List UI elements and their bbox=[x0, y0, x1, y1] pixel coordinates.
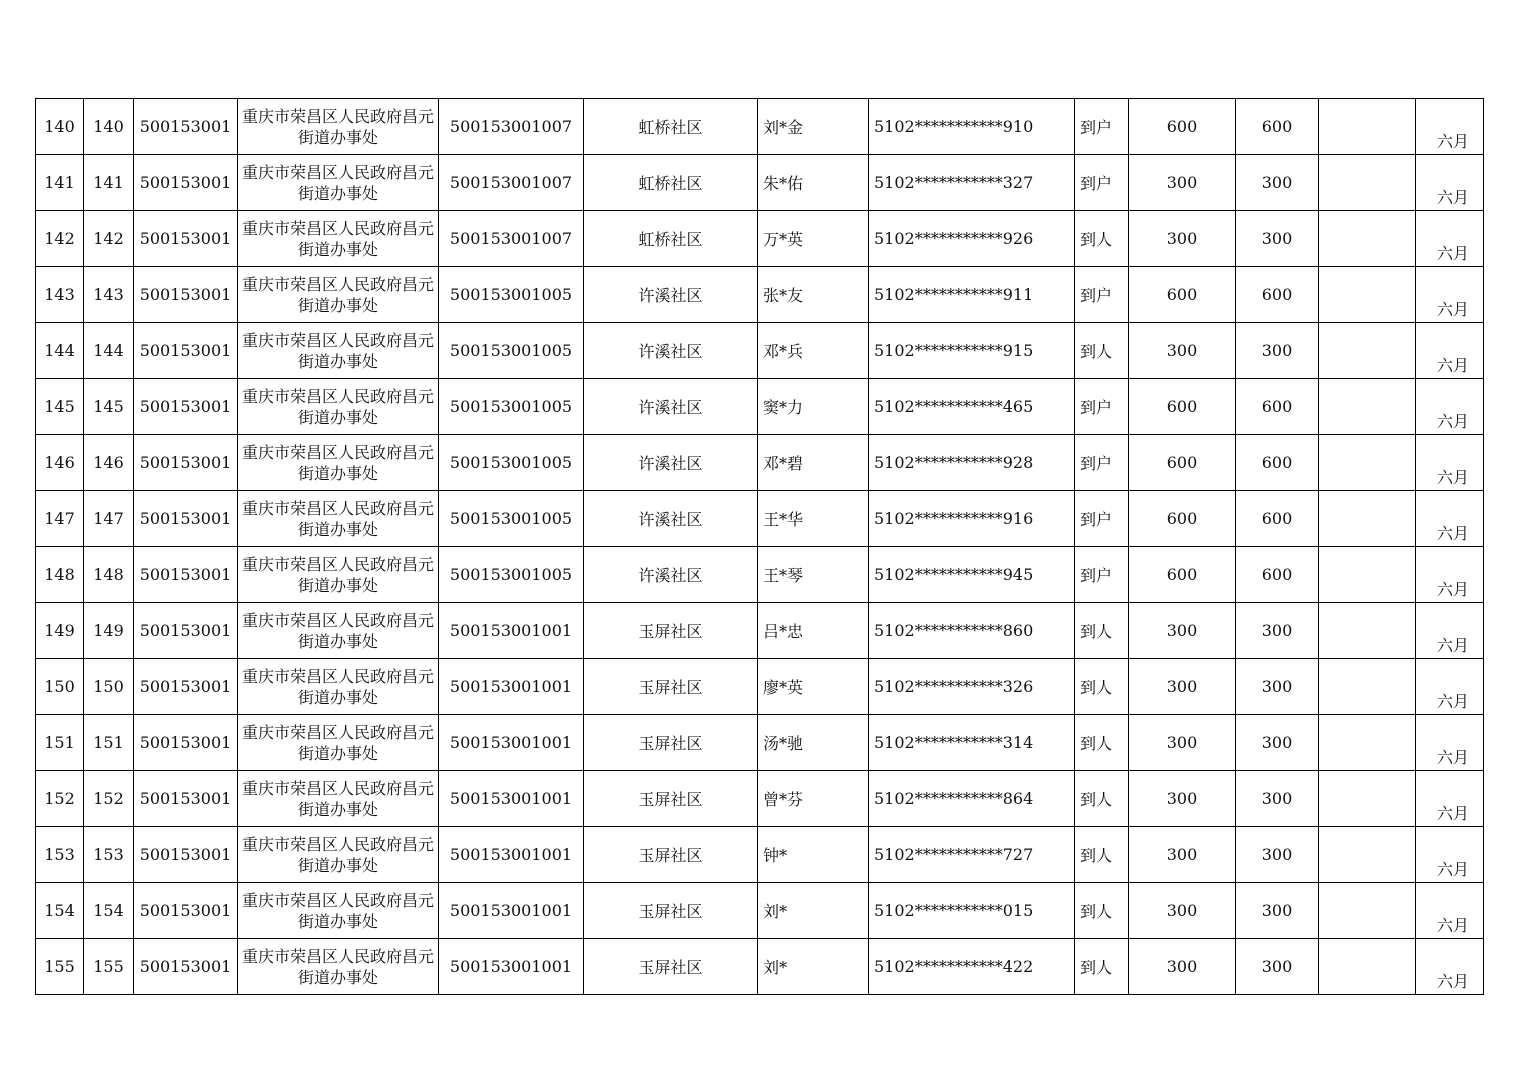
amount-cell: 600 bbox=[1129, 99, 1236, 155]
name-cell: 刘* bbox=[758, 883, 869, 939]
id-number-cell: 5102***********911 bbox=[869, 267, 1075, 323]
region-code-cell: 500153001 bbox=[134, 603, 238, 659]
amount-cell: 600 bbox=[1129, 379, 1236, 435]
community-cell: 玉屏社区 bbox=[584, 939, 758, 995]
number-cell: 150 bbox=[84, 659, 134, 715]
note-cell bbox=[1319, 939, 1416, 995]
month-cell: 六月 bbox=[1416, 939, 1484, 995]
type-cell: 到人 bbox=[1075, 715, 1129, 771]
id-number-cell: 5102***********916 bbox=[869, 491, 1075, 547]
seq-cell: 148 bbox=[36, 547, 84, 603]
type-cell: 到人 bbox=[1075, 659, 1129, 715]
community-cell: 许溪社区 bbox=[584, 435, 758, 491]
id-number-cell: 5102***********928 bbox=[869, 435, 1075, 491]
name-cell: 万*英 bbox=[758, 211, 869, 267]
number-cell: 140 bbox=[84, 99, 134, 155]
number-cell: 143 bbox=[84, 267, 134, 323]
type-cell: 到人 bbox=[1075, 827, 1129, 883]
month-cell: 六月 bbox=[1416, 435, 1484, 491]
month-cell: 六月 bbox=[1416, 323, 1484, 379]
name-cell: 吕*忠 bbox=[758, 603, 869, 659]
note-cell bbox=[1319, 491, 1416, 547]
id-number-cell: 5102***********727 bbox=[869, 827, 1075, 883]
amount-cell: 300 bbox=[1129, 659, 1236, 715]
number-cell: 149 bbox=[84, 603, 134, 659]
table-row bbox=[36, 435, 1484, 491]
amount-cell: 300 bbox=[1129, 155, 1236, 211]
number-cell: 141 bbox=[84, 155, 134, 211]
name-cell: 汤*驰 bbox=[758, 715, 869, 771]
table-row bbox=[36, 939, 1484, 995]
total-cell: 300 bbox=[1236, 603, 1319, 659]
type-cell: 到户 bbox=[1075, 379, 1129, 435]
id-number-cell: 5102***********015 bbox=[869, 883, 1075, 939]
total-cell: 600 bbox=[1236, 435, 1319, 491]
number-cell: 148 bbox=[84, 547, 134, 603]
id-number-cell: 5102***********945 bbox=[869, 547, 1075, 603]
name-cell: 曾*芬 bbox=[758, 771, 869, 827]
table-row bbox=[36, 155, 1484, 211]
community-code-cell: 500153001007 bbox=[439, 155, 584, 211]
seq-cell: 141 bbox=[36, 155, 84, 211]
seq-cell: 149 bbox=[36, 603, 84, 659]
name-cell: 朱*佑 bbox=[758, 155, 869, 211]
community-cell: 虹桥社区 bbox=[584, 99, 758, 155]
seq-cell: 146 bbox=[36, 435, 84, 491]
month-cell: 六月 bbox=[1416, 771, 1484, 827]
note-cell bbox=[1319, 267, 1416, 323]
seq-cell: 155 bbox=[36, 939, 84, 995]
community-code-cell: 500153001007 bbox=[439, 211, 584, 267]
total-cell: 600 bbox=[1236, 267, 1319, 323]
community-cell: 玉屏社区 bbox=[584, 715, 758, 771]
month-cell: 六月 bbox=[1416, 659, 1484, 715]
id-number-cell: 5102***********465 bbox=[869, 379, 1075, 435]
type-cell: 到人 bbox=[1075, 883, 1129, 939]
region-code-cell: 500153001 bbox=[134, 715, 238, 771]
region-code-cell: 500153001 bbox=[134, 883, 238, 939]
note-cell bbox=[1319, 883, 1416, 939]
note-cell bbox=[1319, 379, 1416, 435]
type-cell: 到户 bbox=[1075, 435, 1129, 491]
community-code-cell: 500153001005 bbox=[439, 379, 584, 435]
note-cell bbox=[1319, 323, 1416, 379]
note-cell bbox=[1319, 771, 1416, 827]
id-number-cell: 5102***********314 bbox=[869, 715, 1075, 771]
region-code-cell: 500153001 bbox=[134, 99, 238, 155]
community-code-cell: 500153001005 bbox=[439, 547, 584, 603]
table-row bbox=[36, 211, 1484, 267]
community-cell: 许溪社区 bbox=[584, 267, 758, 323]
name-cell: 廖*英 bbox=[758, 659, 869, 715]
total-cell: 300 bbox=[1236, 155, 1319, 211]
total-cell: 600 bbox=[1236, 379, 1319, 435]
month-cell: 六月 bbox=[1416, 155, 1484, 211]
name-cell: 刘*金 bbox=[758, 99, 869, 155]
community-cell: 玉屏社区 bbox=[584, 659, 758, 715]
community-code-cell: 500153001001 bbox=[439, 603, 584, 659]
amount-cell: 300 bbox=[1129, 939, 1236, 995]
amount-cell: 600 bbox=[1129, 491, 1236, 547]
community-cell: 许溪社区 bbox=[584, 323, 758, 379]
amount-cell: 300 bbox=[1129, 603, 1236, 659]
total-cell: 300 bbox=[1236, 939, 1319, 995]
community-cell: 虹桥社区 bbox=[584, 155, 758, 211]
seq-cell: 150 bbox=[36, 659, 84, 715]
name-cell: 邓*碧 bbox=[758, 435, 869, 491]
region-code-cell: 500153001 bbox=[134, 211, 238, 267]
amount-cell: 300 bbox=[1129, 827, 1236, 883]
number-cell: 146 bbox=[84, 435, 134, 491]
region-code-cell: 500153001 bbox=[134, 491, 238, 547]
seq-cell: 154 bbox=[36, 883, 84, 939]
community-code-cell: 500153001005 bbox=[439, 267, 584, 323]
table-row bbox=[36, 827, 1484, 883]
community-cell: 玉屏社区 bbox=[584, 771, 758, 827]
type-cell: 到人 bbox=[1075, 603, 1129, 659]
total-cell: 300 bbox=[1236, 883, 1319, 939]
seq-cell: 144 bbox=[36, 323, 84, 379]
organization-cell: 重庆市荣昌区人民政府昌元街道办事处 bbox=[238, 323, 439, 379]
note-cell bbox=[1319, 827, 1416, 883]
total-cell: 300 bbox=[1236, 211, 1319, 267]
note-cell bbox=[1319, 715, 1416, 771]
table-row bbox=[36, 267, 1484, 323]
organization-cell: 重庆市荣昌区人民政府昌元街道办事处 bbox=[238, 99, 439, 155]
amount-cell: 300 bbox=[1129, 715, 1236, 771]
type-cell: 到户 bbox=[1075, 155, 1129, 211]
amount-cell: 300 bbox=[1129, 883, 1236, 939]
organization-cell: 重庆市荣昌区人民政府昌元街道办事处 bbox=[238, 547, 439, 603]
community-code-cell: 500153001001 bbox=[439, 883, 584, 939]
subsidy-table bbox=[35, 98, 1484, 995]
community-code-cell: 500153001001 bbox=[439, 715, 584, 771]
community-code-cell: 500153001005 bbox=[439, 323, 584, 379]
organization-cell: 重庆市荣昌区人民政府昌元街道办事处 bbox=[238, 435, 439, 491]
total-cell: 300 bbox=[1236, 827, 1319, 883]
table-row bbox=[36, 771, 1484, 827]
name-cell: 邓*兵 bbox=[758, 323, 869, 379]
seq-cell: 140 bbox=[36, 99, 84, 155]
community-code-cell: 500153001001 bbox=[439, 771, 584, 827]
total-cell: 300 bbox=[1236, 659, 1319, 715]
table-row bbox=[36, 547, 1484, 603]
community-cell: 玉屏社区 bbox=[584, 827, 758, 883]
region-code-cell: 500153001 bbox=[134, 547, 238, 603]
name-cell: 王*华 bbox=[758, 491, 869, 547]
organization-cell: 重庆市荣昌区人民政府昌元街道办事处 bbox=[238, 379, 439, 435]
community-cell: 许溪社区 bbox=[584, 379, 758, 435]
type-cell: 到户 bbox=[1075, 267, 1129, 323]
type-cell: 到户 bbox=[1075, 491, 1129, 547]
number-cell: 142 bbox=[84, 211, 134, 267]
type-cell: 到人 bbox=[1075, 323, 1129, 379]
seq-cell: 153 bbox=[36, 827, 84, 883]
month-cell: 六月 bbox=[1416, 883, 1484, 939]
community-cell: 许溪社区 bbox=[584, 491, 758, 547]
month-cell: 六月 bbox=[1416, 603, 1484, 659]
community-code-cell: 500153001005 bbox=[439, 491, 584, 547]
month-cell: 六月 bbox=[1416, 491, 1484, 547]
organization-cell: 重庆市荣昌区人民政府昌元街道办事处 bbox=[238, 771, 439, 827]
id-number-cell: 5102***********422 bbox=[869, 939, 1075, 995]
number-cell: 145 bbox=[84, 379, 134, 435]
total-cell: 300 bbox=[1236, 323, 1319, 379]
amount-cell: 300 bbox=[1129, 323, 1236, 379]
total-cell: 600 bbox=[1236, 99, 1319, 155]
organization-cell: 重庆市荣昌区人民政府昌元街道办事处 bbox=[238, 715, 439, 771]
community-cell: 虹桥社区 bbox=[584, 211, 758, 267]
id-number-cell: 5102***********860 bbox=[869, 603, 1075, 659]
amount-cell: 300 bbox=[1129, 771, 1236, 827]
table-row bbox=[36, 603, 1484, 659]
id-number-cell: 5102***********910 bbox=[869, 99, 1075, 155]
region-code-cell: 500153001 bbox=[134, 771, 238, 827]
id-number-cell: 5102***********915 bbox=[869, 323, 1075, 379]
region-code-cell: 500153001 bbox=[134, 435, 238, 491]
seq-cell: 147 bbox=[36, 491, 84, 547]
organization-cell: 重庆市荣昌区人民政府昌元街道办事处 bbox=[238, 939, 439, 995]
note-cell bbox=[1319, 603, 1416, 659]
seq-cell: 143 bbox=[36, 267, 84, 323]
id-number-cell: 5102***********327 bbox=[869, 155, 1075, 211]
table-row bbox=[36, 99, 1484, 155]
region-code-cell: 500153001 bbox=[134, 267, 238, 323]
note-cell bbox=[1319, 547, 1416, 603]
total-cell: 300 bbox=[1236, 771, 1319, 827]
organization-cell: 重庆市荣昌区人民政府昌元街道办事处 bbox=[238, 491, 439, 547]
region-code-cell: 500153001 bbox=[134, 155, 238, 211]
amount-cell: 300 bbox=[1129, 211, 1236, 267]
amount-cell: 600 bbox=[1129, 435, 1236, 491]
number-cell: 147 bbox=[84, 491, 134, 547]
community-code-cell: 500153001007 bbox=[439, 99, 584, 155]
note-cell bbox=[1319, 659, 1416, 715]
organization-cell: 重庆市荣昌区人民政府昌元街道办事处 bbox=[238, 155, 439, 211]
organization-cell: 重庆市荣昌区人民政府昌元街道办事处 bbox=[238, 659, 439, 715]
seq-cell: 145 bbox=[36, 379, 84, 435]
month-cell: 六月 bbox=[1416, 267, 1484, 323]
number-cell: 153 bbox=[84, 827, 134, 883]
number-cell: 154 bbox=[84, 883, 134, 939]
id-number-cell: 5102***********326 bbox=[869, 659, 1075, 715]
type-cell: 到人 bbox=[1075, 211, 1129, 267]
number-cell: 155 bbox=[84, 939, 134, 995]
community-cell: 许溪社区 bbox=[584, 547, 758, 603]
organization-cell: 重庆市荣昌区人民政府昌元街道办事处 bbox=[238, 827, 439, 883]
name-cell: 王*琴 bbox=[758, 547, 869, 603]
note-cell bbox=[1319, 155, 1416, 211]
seq-cell: 142 bbox=[36, 211, 84, 267]
type-cell: 到户 bbox=[1075, 99, 1129, 155]
community-code-cell: 500153001005 bbox=[439, 435, 584, 491]
community-cell: 玉屏社区 bbox=[584, 603, 758, 659]
organization-cell: 重庆市荣昌区人民政府昌元街道办事处 bbox=[238, 211, 439, 267]
name-cell: 刘* bbox=[758, 939, 869, 995]
note-cell bbox=[1319, 211, 1416, 267]
number-cell: 151 bbox=[84, 715, 134, 771]
amount-cell: 600 bbox=[1129, 267, 1236, 323]
table-body bbox=[36, 99, 1484, 995]
type-cell: 到人 bbox=[1075, 939, 1129, 995]
table-row bbox=[36, 491, 1484, 547]
note-cell bbox=[1319, 99, 1416, 155]
total-cell: 600 bbox=[1236, 491, 1319, 547]
month-cell: 六月 bbox=[1416, 715, 1484, 771]
name-cell: 张*友 bbox=[758, 267, 869, 323]
table-row bbox=[36, 883, 1484, 939]
region-code-cell: 500153001 bbox=[134, 379, 238, 435]
organization-cell: 重庆市荣昌区人民政府昌元街道办事处 bbox=[238, 883, 439, 939]
name-cell: 窦*力 bbox=[758, 379, 869, 435]
table-row bbox=[36, 323, 1484, 379]
seq-cell: 151 bbox=[36, 715, 84, 771]
table-row bbox=[36, 379, 1484, 435]
region-code-cell: 500153001 bbox=[134, 939, 238, 995]
region-code-cell: 500153001 bbox=[134, 827, 238, 883]
table-row bbox=[36, 659, 1484, 715]
amount-cell: 600 bbox=[1129, 547, 1236, 603]
total-cell: 600 bbox=[1236, 547, 1319, 603]
name-cell: 钟* bbox=[758, 827, 869, 883]
number-cell: 144 bbox=[84, 323, 134, 379]
month-cell: 六月 bbox=[1416, 547, 1484, 603]
community-code-cell: 500153001001 bbox=[439, 659, 584, 715]
note-cell bbox=[1319, 435, 1416, 491]
number-cell: 152 bbox=[84, 771, 134, 827]
type-cell: 到户 bbox=[1075, 547, 1129, 603]
region-code-cell: 500153001 bbox=[134, 323, 238, 379]
month-cell: 六月 bbox=[1416, 211, 1484, 267]
region-code-cell: 500153001 bbox=[134, 659, 238, 715]
total-cell: 300 bbox=[1236, 715, 1319, 771]
organization-cell: 重庆市荣昌区人民政府昌元街道办事处 bbox=[238, 267, 439, 323]
id-number-cell: 5102***********926 bbox=[869, 211, 1075, 267]
table-row bbox=[36, 715, 1484, 771]
type-cell: 到人 bbox=[1075, 771, 1129, 827]
month-cell: 六月 bbox=[1416, 99, 1484, 155]
community-code-cell: 500153001001 bbox=[439, 827, 584, 883]
id-number-cell: 5102***********864 bbox=[869, 771, 1075, 827]
month-cell: 六月 bbox=[1416, 827, 1484, 883]
organization-cell: 重庆市荣昌区人民政府昌元街道办事处 bbox=[238, 603, 439, 659]
community-cell: 玉屏社区 bbox=[584, 883, 758, 939]
month-cell: 六月 bbox=[1416, 379, 1484, 435]
community-code-cell: 500153001001 bbox=[439, 939, 584, 995]
seq-cell: 152 bbox=[36, 771, 84, 827]
